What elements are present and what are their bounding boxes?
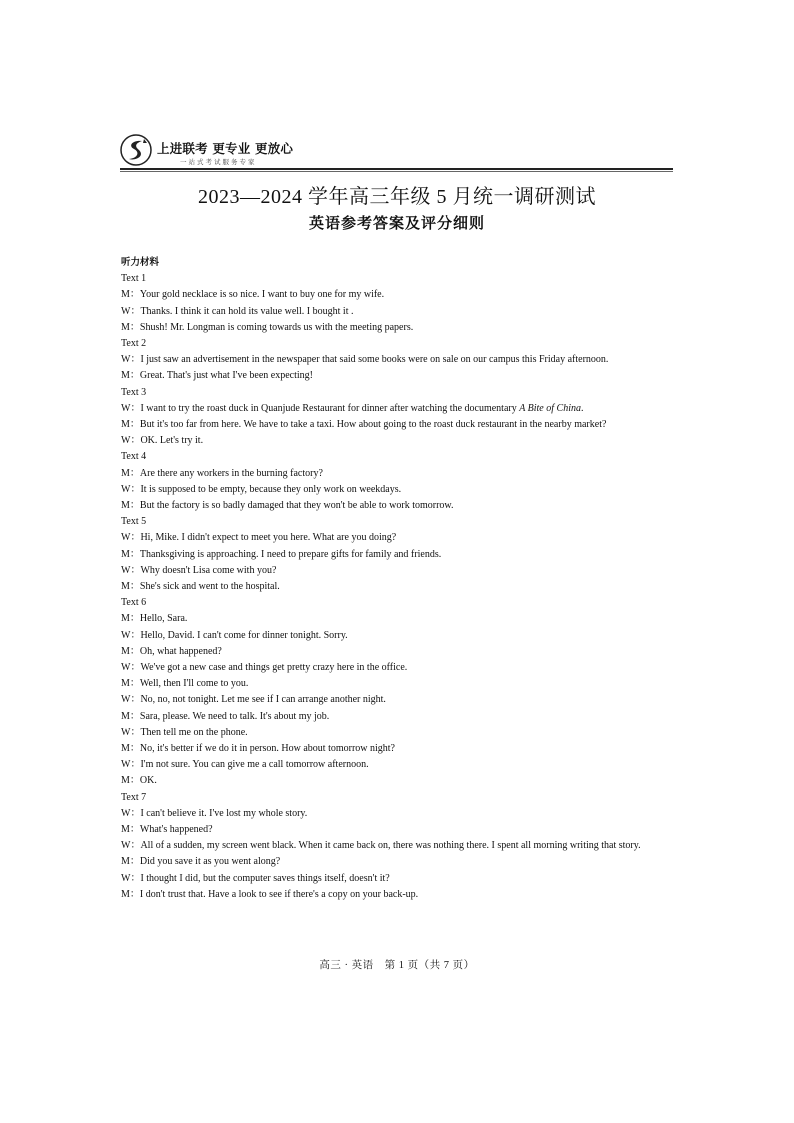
document-subtitle: 英语参考答案及评分细则	[308, 214, 485, 232]
speaker-label: M：	[121, 678, 140, 690]
utterance-text: Hello, Sara.	[139, 613, 188, 625]
dialogue-line	[121, 417, 673, 433]
dialogue-line	[121, 482, 673, 498]
utterance	[140, 611, 673, 627]
utterance-text: Sara, please. We need to talk. It's about my job.	[139, 710, 330, 722]
utterance	[140, 887, 673, 903]
dialogue-line	[121, 676, 673, 692]
dialogue-line	[121, 806, 673, 822]
speaker-label: W：	[121, 435, 141, 447]
utterance-text: Are there any workers in the burning factory?	[139, 467, 323, 479]
text-label: Text 1	[121, 273, 147, 285]
speaker-label: W：	[121, 402, 141, 414]
utterance	[140, 401, 673, 417]
text-label: Text 6	[121, 597, 147, 609]
brand-logo-icon	[120, 134, 152, 166]
utterance-text: But it's too far from here. We have to take a taxi. How about going to the roast duck restaurant in the nearby market?	[139, 418, 607, 430]
utterance-text: Did you save it as you went along?	[139, 856, 281, 868]
utterance	[140, 304, 673, 320]
section-heading: 听力材料	[121, 257, 160, 268]
speaker-label: W：	[121, 872, 141, 884]
dialogue-line	[121, 692, 673, 708]
utterance	[140, 287, 673, 303]
utterance	[140, 482, 673, 498]
utterance-punctuation: .	[580, 402, 584, 414]
utterance-text: I just saw an advertisement in the newspaper that said some books were on sale on our campus this Friday afternoon.	[140, 354, 609, 366]
speaker-label: W：	[121, 354, 141, 366]
utterance	[140, 579, 673, 595]
utterance	[140, 417, 673, 433]
utterance-text: Your gold necklace is so nice. I want to buy one for my wife.	[139, 289, 385, 301]
utterance-text: Great. That's just what I've been expecting!	[139, 370, 313, 382]
dialogue-line	[121, 287, 673, 303]
speaker-label: M：	[121, 645, 140, 657]
speaker-label: M：	[121, 742, 140, 754]
utterance-text: Well, then I'll come to you.	[139, 678, 249, 690]
utterance-text: All of a sudden, my screen went black. When it came back on, there was nothing there. I spent all morning writing that story.	[140, 840, 641, 852]
dialogue-line	[121, 579, 673, 595]
brand-tagline: 一站式考试服务专家	[180, 158, 257, 166]
dialogue-line	[121, 563, 673, 579]
utterance-text: We've got a new case and things get pretty crazy here in the office.	[140, 661, 408, 673]
header-logo	[120, 133, 680, 173]
utterance-text: Then tell me on the phone.	[140, 726, 248, 738]
utterance-title-italic: A Bite of China	[519, 402, 581, 414]
text-label: Text 5	[121, 516, 147, 528]
utterance	[140, 628, 673, 644]
dialogue-line	[121, 498, 673, 514]
dialogue-line	[121, 628, 673, 644]
speaker-label: W：	[121, 840, 141, 852]
utterance	[140, 530, 673, 546]
utterance	[140, 547, 673, 563]
dialogue-line	[121, 401, 673, 417]
utterance-text: No, it's better if we do it in person. How about tomorrow night?	[139, 742, 395, 754]
utterance-text: I thought I did, but the computer saves things itself, doesn't it?	[140, 872, 390, 884]
utterance	[140, 838, 673, 854]
dialogue-line	[121, 887, 673, 903]
speaker-label: W：	[121, 807, 141, 819]
utterance	[140, 822, 673, 838]
utterance	[140, 433, 673, 449]
utterance-text: What's happened?	[139, 823, 213, 835]
speaker-label: M：	[121, 467, 140, 479]
speaker-label: M：	[121, 499, 140, 511]
header-rule	[120, 168, 673, 172]
utterance	[140, 676, 673, 692]
speaker-label: M：	[121, 823, 140, 835]
utterance	[140, 806, 673, 822]
utterance	[140, 660, 673, 676]
utterance	[140, 773, 673, 789]
utterance-text: Why doesn't Lisa come with you?	[140, 564, 277, 576]
speaker-label: M：	[121, 321, 140, 333]
dialogue-line	[121, 871, 673, 887]
dialogue-line	[121, 547, 673, 563]
utterance-text: But the factory is so badly damaged that they won't be able to work tomorrow.	[139, 499, 454, 511]
dialogue-line	[121, 611, 673, 627]
speaker-label: M：	[121, 548, 140, 560]
text-label: Text 3	[121, 386, 147, 398]
dialogue-line	[121, 368, 673, 384]
utterance-text: Thanks. I think it can hold its value well. I bought it .	[140, 305, 354, 317]
dialogue-line	[121, 822, 673, 838]
dialogue-line	[121, 352, 673, 368]
dialogue-line	[121, 644, 673, 660]
speaker-label: M：	[121, 613, 140, 625]
dialogue-line	[121, 741, 673, 757]
brand-name: 上进联考 更专业 更放心	[157, 141, 294, 156]
speaker-label: M：	[121, 289, 140, 301]
utterance	[140, 466, 673, 482]
dialogue-line	[121, 854, 673, 870]
speaker-label: M：	[121, 775, 140, 787]
text-label: Text 2	[121, 337, 147, 349]
dialogue-line	[121, 725, 673, 741]
utterance-text: OK. Let's try it.	[140, 435, 204, 447]
dialogue-line	[121, 757, 673, 773]
utterance-text: Thanksgiving is approaching. I need to prepare gifts for family and friends.	[139, 548, 442, 560]
utterance-text: She's sick and went to the hospital.	[139, 580, 280, 592]
document-title: 2023—2024 学年高三年级 5 月统一调研测试	[198, 186, 596, 208]
utterance	[140, 368, 673, 384]
utterance	[140, 692, 673, 708]
utterance-text: I can't believe it. I've lost my whole story.	[140, 807, 308, 819]
text-label: Text 4	[121, 451, 147, 463]
speaker-label: M：	[121, 418, 140, 430]
speaker-label: W：	[121, 532, 141, 544]
dialogue-line	[121, 838, 673, 854]
utterance-text: No, no, not tonight. Let me see if I can arrange another night.	[140, 694, 386, 706]
speaker-label: M：	[121, 580, 140, 592]
dialogue-line	[121, 433, 673, 449]
listening-transcript	[121, 255, 673, 903]
speaker-label: W：	[121, 564, 141, 576]
speaker-label: W：	[121, 305, 141, 317]
speaker-label: M：	[121, 370, 140, 382]
speaker-label: M：	[121, 710, 140, 722]
utterance	[140, 871, 673, 887]
utterance-text: I'm not sure. You can give me a call tomorrow afternoon.	[140, 759, 369, 771]
utterance-text: Oh, what happened?	[139, 645, 222, 657]
dialogue-line	[121, 660, 673, 676]
text-label: Text 7	[121, 791, 147, 803]
utterance	[140, 854, 673, 870]
dialogue-line	[121, 773, 673, 789]
utterance	[140, 352, 673, 368]
utterance-text: OK.	[139, 775, 157, 787]
utterance	[140, 563, 673, 579]
utterance	[140, 741, 673, 757]
utterance	[140, 644, 673, 660]
speaker-label: W：	[121, 661, 141, 673]
utterance	[140, 725, 673, 741]
speaker-label: W：	[121, 694, 141, 706]
utterance-text: Hi, Mike. I didn't expect to meet you here. What are you doing?	[140, 532, 397, 544]
utterance-text: I don't trust that. Have a look to see if there's a copy on your back-up.	[139, 888, 419, 900]
utterance	[140, 757, 673, 773]
utterance-text: Shush! Mr. Longman is coming towards us with the meeting papers.	[139, 321, 414, 333]
utterance-text: Hello, David. I can't come for dinner tonight. Sorry.	[140, 629, 348, 641]
utterance	[140, 320, 673, 336]
utterance-text: It is supposed to be empty, because they only work on weekdays.	[140, 483, 402, 495]
speaker-label: M：	[121, 856, 140, 868]
speaker-label: W：	[121, 726, 141, 738]
dialogue-line	[121, 709, 673, 725]
speaker-label: W：	[121, 629, 141, 641]
dialogue-line	[121, 304, 673, 320]
dialogue-line	[121, 320, 673, 336]
utterance	[140, 709, 673, 725]
speaker-label: M：	[121, 888, 140, 900]
dialogue-line	[121, 466, 673, 482]
speaker-label: W：	[121, 483, 141, 495]
utterance	[140, 498, 673, 514]
utterance-text: I want to try the roast duck in Quanjude Restaurant for dinner after watching the documentary	[140, 402, 520, 414]
page-footer: 高三 · 英语 第 1 页（共 7 页）	[319, 960, 475, 971]
dialogue-line	[121, 530, 673, 546]
speaker-label: W：	[121, 759, 141, 771]
